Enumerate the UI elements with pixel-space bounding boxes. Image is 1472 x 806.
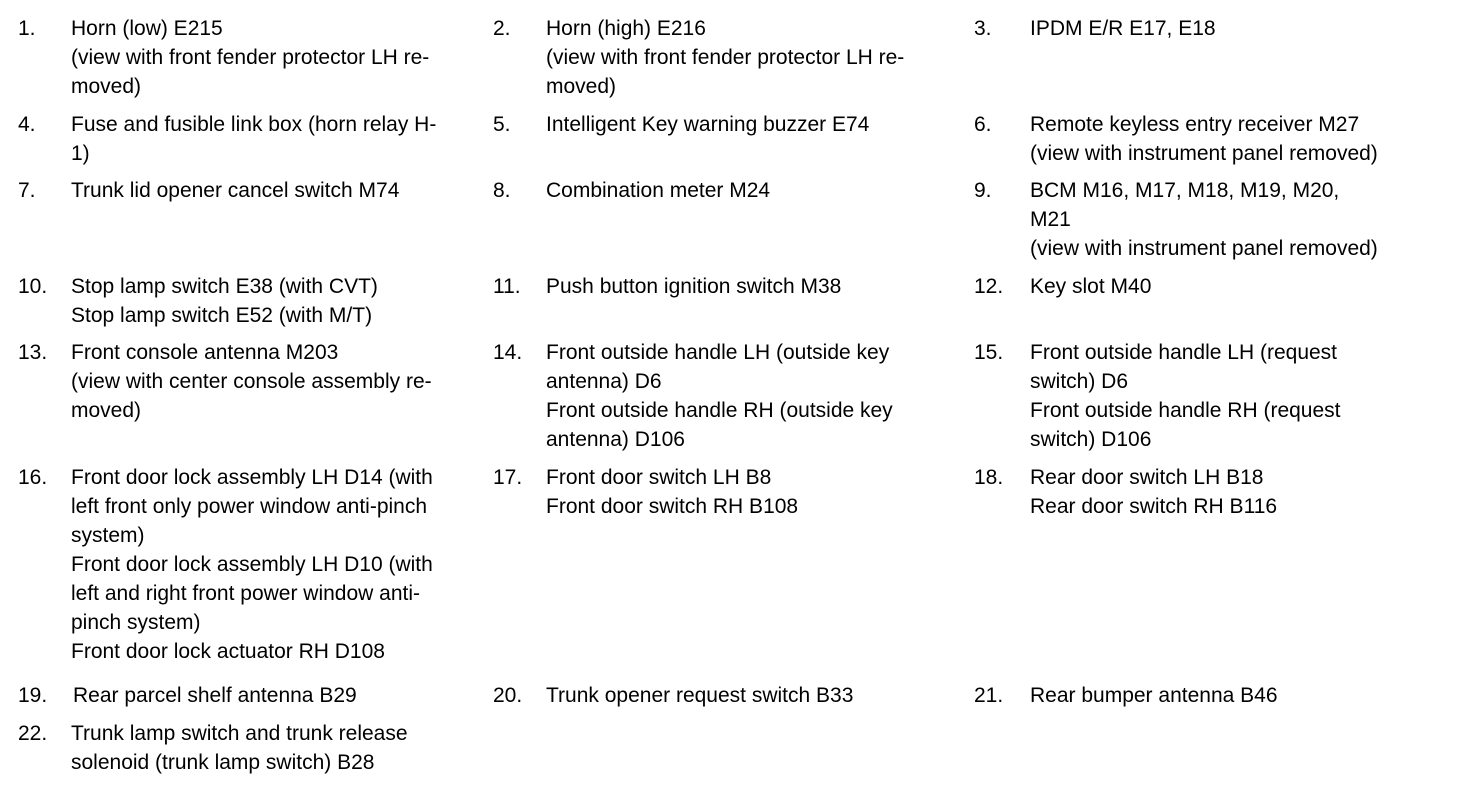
item-description: BCM M16, M17, M18, M19, M20, M21 (view with instrument panel removed) [1030,179,1378,260]
item-number: 1. [18,17,36,40]
item-number: 22. [18,722,48,745]
legend-row [0,14,1472,110]
item-number: 11. [493,275,521,298]
item-number: 4. [18,113,36,136]
item-number: 10. [18,275,48,298]
item-number: 14. [493,341,523,364]
item-description: Rear bumper antenna B46 [1030,684,1278,707]
item-description: Intelligent Key warning buzzer E74 [546,113,870,136]
item-description: Key slot M40 [1030,275,1152,298]
item-number: 7. [18,179,36,202]
item-description: Fuse and fusible link box (horn relay H- 1) [71,113,437,165]
item-number: 16. [18,466,48,489]
item-description: Front door switch LH B8 Front door switch RH B108 [546,466,799,518]
item-description: Horn (low) E215 (view with front fender protector LH re- moved) [71,17,430,98]
item-number: 21. [974,684,1004,707]
item-number: 17. [493,466,523,489]
item-number: 2. [493,17,511,40]
item-description: Front outside handle LH (outside key antenna) D6 Front outside handle RH (outside key antenna) D106 [546,341,893,451]
item-number: 6. [974,113,992,136]
item-number: 15. [974,341,1004,364]
item-number: 19. [18,684,48,707]
legend-row [0,110,1472,176]
item-description: IPDM E/R E17, E18 [1030,17,1216,40]
item-description: Front outside handle LH (request switch) D6 Front outside handle RH (request switch) D106 [1030,341,1341,451]
item-description: Rear door switch LH B18 Rear door switch RH B116 [1030,466,1278,518]
item-number: 3. [974,17,992,40]
legend-row [0,463,1472,681]
item-description: Remote keyless entry receiver M27 (view with instrument panel removed) [1030,113,1378,165]
legend-row [0,719,1472,785]
item-description: Trunk opener request switch B33 [546,684,854,707]
component-legend [0,14,1472,785]
item-description: Horn (high) E216 (view with front fender protector LH re- moved) [546,17,905,98]
item-description: Front door lock assembly LH D14 (with left front only power window anti-pinch system) Front door lock assembly LH D10 (with left and right front power window anti- pinch system) Front door lock actuator RH D108 [71,466,433,663]
item-number: 12. [974,275,1004,298]
item-description: Trunk lamp switch and trunk release solenoid (trunk lamp switch) B28 [71,722,408,774]
item-number: 18. [974,466,1004,489]
item-description: Trunk lid opener cancel switch M74 [71,179,400,202]
item-number: 8. [493,179,511,202]
item-description: Stop lamp switch E38 (with CVT) Stop lamp switch E52 (with M/T) [71,275,378,327]
legend-row [0,681,1472,719]
legend-row [0,338,1472,463]
item-description: Front console antenna M203 (view with center console assembly re- moved) [71,341,432,422]
item-number: 20. [493,684,523,707]
item-number: 5. [493,113,511,136]
item-description: Combination meter M24 [546,179,771,202]
item-description: Rear parcel shelf antenna B29 [73,684,357,707]
item-number: 13. [18,341,48,364]
legend-row [0,272,1472,338]
item-description: Push button ignition switch M38 [546,275,842,298]
legend-row [0,176,1472,272]
item-number: 9. [974,179,992,202]
